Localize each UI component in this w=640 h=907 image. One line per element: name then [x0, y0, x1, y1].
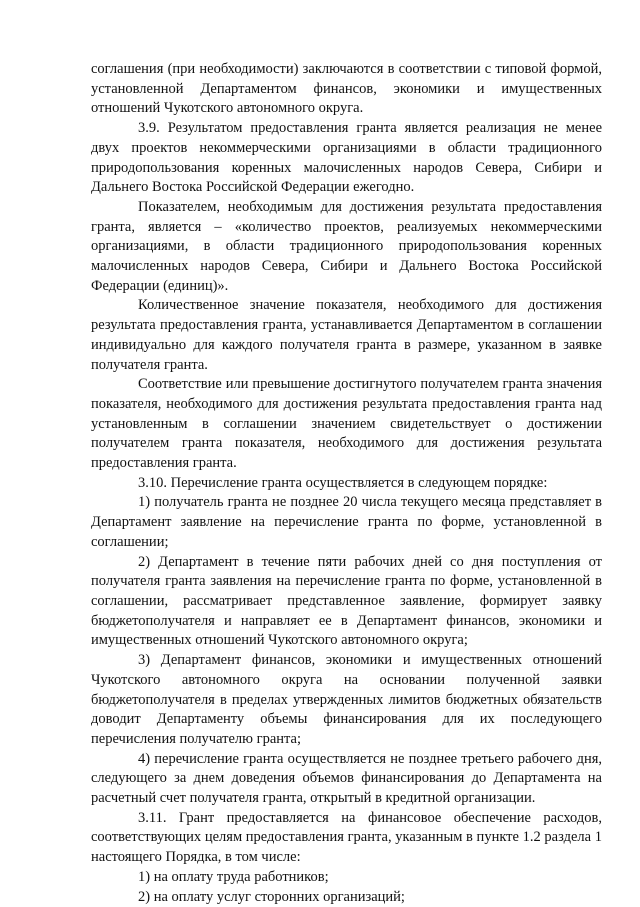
paragraph-3-10-transfer: 3.10. Перечисление гранта осуществляется в следующем порядке:	[138, 474, 548, 491]
paragraph-3-9-result: 3.9. Результатом предоставления гранта является реализация не менее двух проектов некоммерческими организациями в области традиционного природопользования коренных малочисленных народов Севера, Сибири и Дальнего Востока Российской Федерации ежегодно.	[91, 120, 602, 196]
list-item-3-finance-department: 3) Департамент финансов, экономики и имущественных отношений Чукотского автономного округа на основании полученной заявки бюджетополучателя в пределах утвержденных лимитов бюджетных обязательств доводит Департаменту объемы финансирования для их последующего перечисления получателю гранта;	[91, 652, 602, 747]
list-item-1-wages: 1) на оплату труда работников;	[138, 868, 329, 885]
list-item-2-services: 2) на оплату услуг сторонних организаций;	[138, 888, 405, 905]
list-item-2-department-review: 2) Департамент в течение пяти рабочих дней со дня поступления от получателя гранта заявления на перечисление гранта по форме, установленной в соглашении, рассматривает представленное заявление, формирует заявку бюджетополучателя и направляет ее в Департамент финансов, экономики и имущественных отношений Чукотского автономного округа;	[91, 553, 602, 649]
paragraph-indicator: Показателем, необходимым для достижения результата предоставления гранта, является – «количество проектов, реализуемых некоммерческими организациями, в области традиционного природопользования коренных малочисленных народов Севера, Сибири и Дальнего Востока Российской Федерации (единиц)».	[91, 198, 602, 294]
list-item-1-application: 1) получатель гранта не позднее 20 числа текущего месяца представляет в Департамент заявление на перечисление гранта по форме, установленной в соглашении;	[91, 494, 602, 550]
paragraph-quantity-value: Количественное значение показателя, необходимого для достижения результата предоставления гранта, устанавливается Департаментом в соглашении индивидуально для каждого получателя гранта в размере, указанном в заявке получателя гранта.	[91, 297, 602, 373]
document-page	[91, 60, 602, 907]
paragraph-agreement-form: соглашения (при необходимости) заключаются в соответствии с типовой формой, установленной Департаментом финансов, экономики и имущественных отношений Чукотского автономного округа.	[91, 61, 602, 117]
paragraph-achievement: Соответствие или превышение достигнутого получателем гранта значения показателя, необходимого для достижения результата предоставления гранта над установленным в соглашении значением свидетельствует о достижении получателем гранта показателя, необходимого для достижения результата предоставления гранта.	[91, 376, 602, 472]
paragraph-3-11-expenses: 3.11. Грант предоставляется на финансовое обеспечение расходов, соответствующих целям предоставления гранта, указанным в пункте 1.2 раздела 1 настоящего Порядка, в том числе:	[91, 809, 602, 866]
list-item-4-transfer-deadline: 4) перечисление гранта осуществляется не позднее третьего рабочего дня, следующего за днем доведения объемов финансирования до Департамента на расчетный счет получателя гранта, открытый в кредитной организации.	[91, 750, 602, 807]
